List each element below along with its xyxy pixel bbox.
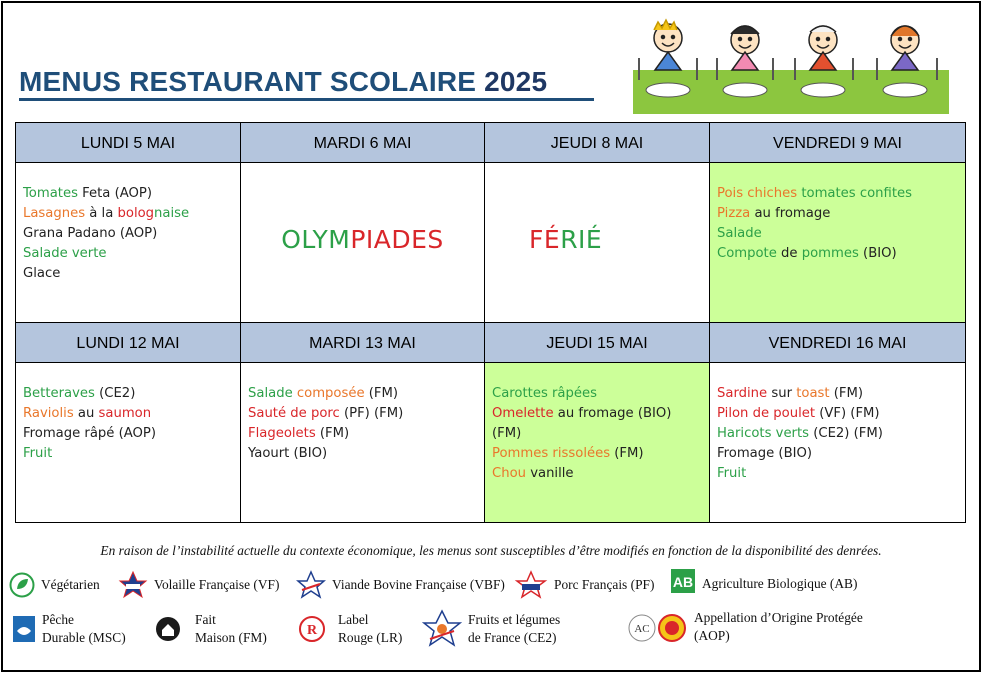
volaille-francaise-icon: [118, 570, 148, 600]
aop-icon: [626, 613, 690, 643]
menu-text: Pizza: [717, 206, 751, 221]
menu-row: [16, 163, 966, 323]
menu-cell-lundi-5: [16, 163, 241, 323]
porc-francais-icon: [514, 570, 548, 600]
menu-text: tomates confites: [801, 186, 912, 201]
day-header: JEUDI 8 MAI: [485, 123, 710, 163]
menu-text: à la: [85, 206, 118, 221]
menu-text: Carottes râpées: [492, 386, 597, 401]
kid-3: [809, 26, 837, 70]
header-row: [16, 323, 966, 363]
title-underline: [19, 98, 594, 101]
legend-porc-francais: Porc Français (PF): [514, 570, 654, 600]
menu-item: [717, 404, 965, 424]
menu-text: (FM): [829, 386, 864, 401]
menu-text: (PF) (FM): [339, 406, 404, 421]
menu-item: [23, 444, 240, 464]
menu-text: Omelette: [492, 406, 554, 421]
day-header: LUNDI 5 MAI: [16, 123, 241, 163]
menu-item: [23, 184, 240, 204]
day-header: VENDREDI 9 MAI: [710, 123, 966, 163]
menu-text: Salade: [717, 226, 762, 241]
kid-1: [654, 20, 682, 70]
menu-text: Yaourt (BIO): [248, 446, 328, 461]
menu-item: [23, 384, 240, 404]
menu-cell-vendredi-9: [710, 163, 966, 323]
menu-item: [23, 224, 240, 244]
menu-item: [717, 384, 965, 404]
day-header: MARDI 6 MAI: [241, 123, 485, 163]
menu-text: Salade: [248, 386, 297, 401]
legend-volaille-francaise: Volaille Française (VF): [118, 570, 279, 600]
menu-text: Chou: [492, 466, 526, 481]
legend-aop: AC Appellation d’Origine Protégée (AOP): [626, 611, 863, 645]
ferie-text: FÉRIÉ: [529, 225, 603, 254]
fruits-legumes-de-france-icon: [422, 609, 462, 649]
menu-text: vanille: [526, 466, 574, 481]
menu-item: [717, 444, 965, 464]
kid-4: [891, 26, 919, 70]
kid-2: [731, 26, 759, 70]
menu-text: (FM): [492, 426, 522, 441]
menu-item: [248, 444, 484, 464]
disclaimer-note: En raison de l’instabilité actuelle du contexte économique, les menus sont susceptibles d’être modifiés en fonction de la disponibilité des denrées.: [100, 543, 882, 558]
day-header: JEUDI 15 MAI: [485, 323, 710, 363]
menu-text: Salade verte: [23, 246, 107, 261]
fait-maison-icon: [155, 616, 181, 642]
menu-text: Sauté de porc: [248, 406, 340, 421]
menu-item: [717, 424, 965, 444]
menu-text: pommes: [801, 246, 859, 261]
menu-item: [717, 464, 965, 484]
menu-item: [23, 424, 240, 444]
menu-text: (CE2): [94, 386, 136, 401]
menu-cell-mardi-13: [241, 363, 485, 523]
menu-text: Fruit: [717, 466, 747, 481]
legend-label-rouge: R Label Rouge (LR): [298, 611, 402, 647]
menu-text: bolog: [117, 206, 155, 221]
menu-table: [15, 122, 966, 523]
day-header: VENDREDI 16 MAI: [710, 323, 966, 363]
menu-item: [23, 264, 240, 284]
day-header: MARDI 13 MAI: [241, 323, 485, 363]
menu-text: Flageolets: [248, 426, 316, 441]
label-rouge-icon: [298, 615, 326, 643]
menu-text: Betteraves: [23, 386, 95, 401]
menu-item: [23, 204, 240, 224]
menu-item: [248, 384, 484, 404]
menu-item: [248, 424, 484, 444]
menu-text: Compote: [717, 246, 777, 261]
menu-item: [23, 244, 240, 264]
menu-text: Feta (AOP): [82, 186, 152, 201]
menu-text: Pilon de poulet: [717, 406, 816, 421]
menu-text: Pommes rissolées: [492, 446, 611, 461]
menu-item: [717, 184, 965, 204]
menu-text: Lasagnes: [23, 206, 86, 221]
menu-text: Grana Padano (AOP): [23, 226, 158, 241]
menu-text: (CE2) (FM): [809, 426, 883, 441]
menu-text: saumon: [98, 406, 152, 421]
header-row: [16, 123, 966, 163]
menu-cell-jeudi-15: [485, 363, 710, 523]
menu-item: [492, 464, 709, 484]
svg-text:R: R: [306, 623, 318, 638]
menu-text: au: [73, 406, 99, 421]
agriculture-biologique-icon: [670, 568, 696, 600]
legend-agriculture-bio: AB Agriculture Biologique (AB): [670, 568, 857, 600]
vegetarian-leaf-icon: [9, 572, 35, 598]
menu-text: sur: [767, 386, 797, 401]
menu-text: Tomates: [23, 186, 83, 201]
olympiades-text: OLYMPIADES: [281, 225, 444, 254]
menu-cell-jeudi-8: [485, 163, 710, 323]
menu-text: Pois chiches: [717, 186, 802, 201]
menu-item: [23, 404, 240, 424]
page-title: MENUS RESTAURANT SCOLAIRE 2025: [19, 66, 548, 97]
menu-text: naise: [154, 206, 190, 221]
legend-peche-durable: Pêche Durable (MSC): [12, 611, 126, 647]
menu-text: de: [776, 246, 802, 261]
menu-item: [492, 384, 709, 404]
menu-text: Raviolis: [23, 406, 74, 421]
legend-vegetarien: Végétarien: [9, 572, 100, 598]
menu-text: au fromage (BIO): [553, 406, 672, 421]
menu-text: (FM): [315, 426, 350, 441]
day-header: LUNDI 12 MAI: [16, 323, 241, 363]
children-eating-illustration: [633, 18, 949, 114]
menu-text: au fromage: [750, 206, 831, 221]
svg-text:AC: AC: [634, 623, 650, 635]
svg-text:AB: AB: [672, 574, 694, 590]
msc-fish-icon: [12, 615, 36, 643]
menu-cell-vendredi-16: [710, 363, 966, 523]
menu-text: composée: [296, 386, 365, 401]
menu-text: Fromage (BIO): [717, 446, 813, 461]
menu-cell-lundi-12: [16, 363, 241, 523]
menu-item: [717, 244, 965, 264]
menu-item: [492, 404, 709, 424]
menu-text: (FM): [364, 386, 399, 401]
menu-text: Fromage râpé (AOP): [23, 426, 157, 441]
menu-text: Haricots verts: [717, 426, 810, 441]
menu-item: [492, 424, 709, 444]
menu-text: Fruit: [23, 446, 53, 461]
viande-bovine-francaise-icon: [296, 570, 326, 600]
menu-text: toast: [796, 386, 830, 401]
menu-item: [248, 404, 484, 424]
menu-cell-mardi-6: [241, 163, 485, 323]
menu-text: Glace: [23, 266, 61, 281]
menu-row: [16, 363, 966, 523]
menu-text: Sardine: [717, 386, 768, 401]
legend-fait-maison: Fait Maison (FM): [155, 611, 267, 647]
legend-fruits-legumes-france: Fruits et légumes de France (CE2): [422, 609, 560, 649]
menu-item: [492, 444, 709, 464]
legend-viande-bovine: Viande Bovine Française (VBF): [296, 570, 505, 600]
menu-text: (VF) (FM): [815, 406, 880, 421]
menu-text: (FM): [610, 446, 644, 461]
menu-item: [717, 224, 965, 244]
menu-text: (BIO): [858, 246, 897, 261]
menu-item: [717, 204, 965, 224]
